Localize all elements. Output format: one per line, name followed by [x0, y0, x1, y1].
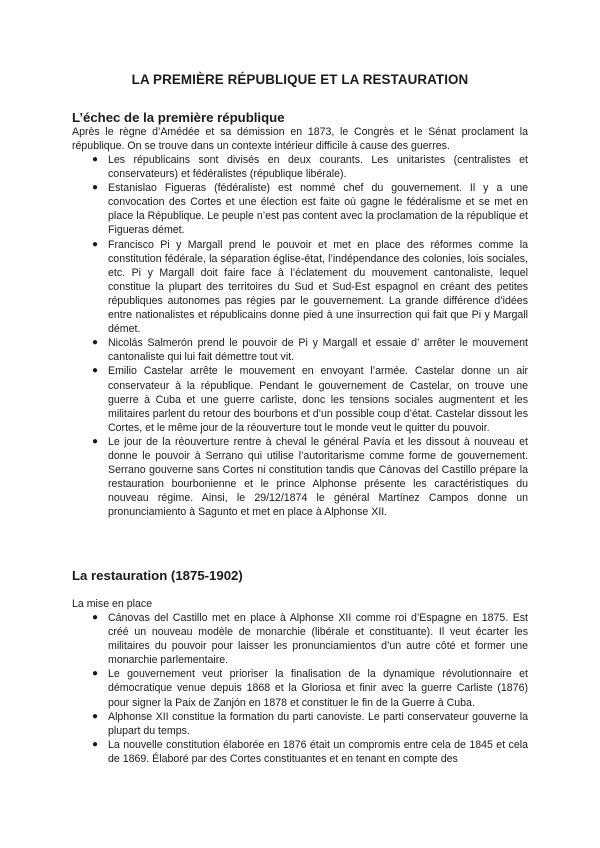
list-item: ● Francisco Pi y Margall prend le pouvoir et met en place des réformes comme la constitution fédérale, la séparation église-état, l’indépendance des colonies, lois sociales, etc. Pi y Margall doit faire face à l’éclatement du mouvement cantonaliste, lequel constitue la plupart des territoires du Sud et Sud-Est espagnol en créant des petites républiques autonomes pas régies par le gouvernement. La grande différence d’idées entre nationalistes et républicains donne pied à une insurrection qui fait que Pi y Margall démet. [92, 238, 528, 336]
section1-bullet-list [72, 153, 528, 519]
list-item: ● Alphonse XII constitue la formation du parti canoviste. Le parti conservateur gouverne la plupart du temps. [92, 710, 528, 737]
section2-bullet-list [72, 611, 528, 766]
bullet-icon: ● [92, 365, 99, 377]
bullet-icon: ● [92, 182, 99, 194]
bullet-icon: ● [92, 238, 99, 250]
document-title: LA PREMIÈRE RÉPUBLIQUE ET LA RESTAURATION [131, 72, 469, 87]
bullet-icon: ● [92, 738, 99, 750]
list-item: ● La nouvelle constitution élaborée en 1876 était un compromis entre cela de 1845 et cela de 1869. Élaboré par des Cortes constituantes et en tenant en compte des [92, 738, 528, 765]
list-item: ● Le gouvernement veut prioriser la finalisation de la dynamique révolutionnaire et démocratique venue depuis 1868 et la Gloriosa et finir avec la guerre Carliste (1876) pour signer la Paix de Zanjón en 1878 et constituer le fin de la Guerre à Cuba. [92, 668, 528, 709]
section-heading-echec: L’échec de la première république [72, 110, 285, 125]
list-item: ● Le jour de la réouverture rentre à cheval le général Pavía et les dissout à nouveau et donne le pouvoir à Serrano qui utilise l’autoritarisme comme forme de gouvernement. Serrano gouverne sans Cortes ni constitution tandis que Cánovas del Castillo prépare la restauration bourbonienne et le prince Alphonse présente les caractéristiques du nouveau régime. Ainsi, le 29/12/1874 le général Martínez Campos donne un pronunciamiento à Sagunto et met en place à Alphonse XII. [92, 435, 528, 519]
section-heading-restauration: La restauration (1875-1902) [72, 568, 243, 583]
bullet-icon: ● [92, 612, 99, 623]
bullet-icon: ● [92, 337, 99, 349]
bullet-icon: ● [92, 710, 99, 722]
section-intro-paragraph: Après le règne d’Amédée et sa démission en 1873, le Congrès et le Sénat proclament la république. On se trouve dans un contexte intérieur difficile à cause des guerres. [72, 126, 528, 153]
list-item: ● Les républicains sont divisés en deux courants. Les unitaristes (centralistes et conservateurs) et fédéralistes (république libérale). [92, 154, 528, 181]
bullet-icon: ● [92, 668, 99, 680]
list-item: ● Cánovas del Castillo met en place à Alphonse XII comme roi d’Espagne en 1875. Est créé un nouveau modèle de monarchie (libérale et constituante). Il veut écarter les militaires du pouvoir pour laisser les pronunciamientos d’un autre côté et former une monarchie parlementaire. [92, 612, 528, 667]
bullet-icon: ● [92, 435, 99, 447]
subsection-heading-mise-en-place: La mise en place [72, 598, 153, 610]
list-item: ● Estanislao Figueras (fédéraliste) est nommé chef du gouvernement. Il y a une convocation des Cortes et une élection est faite où gagne le fédéralisme et se met en place la République. Le peuple n’est pas content avec la proclamation de la république et Figueras démet. [92, 182, 528, 237]
bullet-icon: ● [92, 154, 99, 165]
list-item: ● Emilio Castelar arrête le mouvement en envoyant l’armée. Castelar donne un air conservateur à la république. Pendant le gouvernement de Castelar, on trouve une guerre à Cuba et une guerre carliste, donc les tensions sociales augmentent et les militaires parlent du retour des bourbons et d’un possible coup d’état. Castelar dissout les Cortes, et le même jour de la réouverture tout le monde veut le quitter du pouvoir. [92, 365, 528, 434]
list-item: ● Nicolás Salmerón prend le pouvoir de Pi y Margall et essaie d’ arrêter le mouvement cantonaliste qui lui fait démettre tout vit. [92, 337, 528, 364]
